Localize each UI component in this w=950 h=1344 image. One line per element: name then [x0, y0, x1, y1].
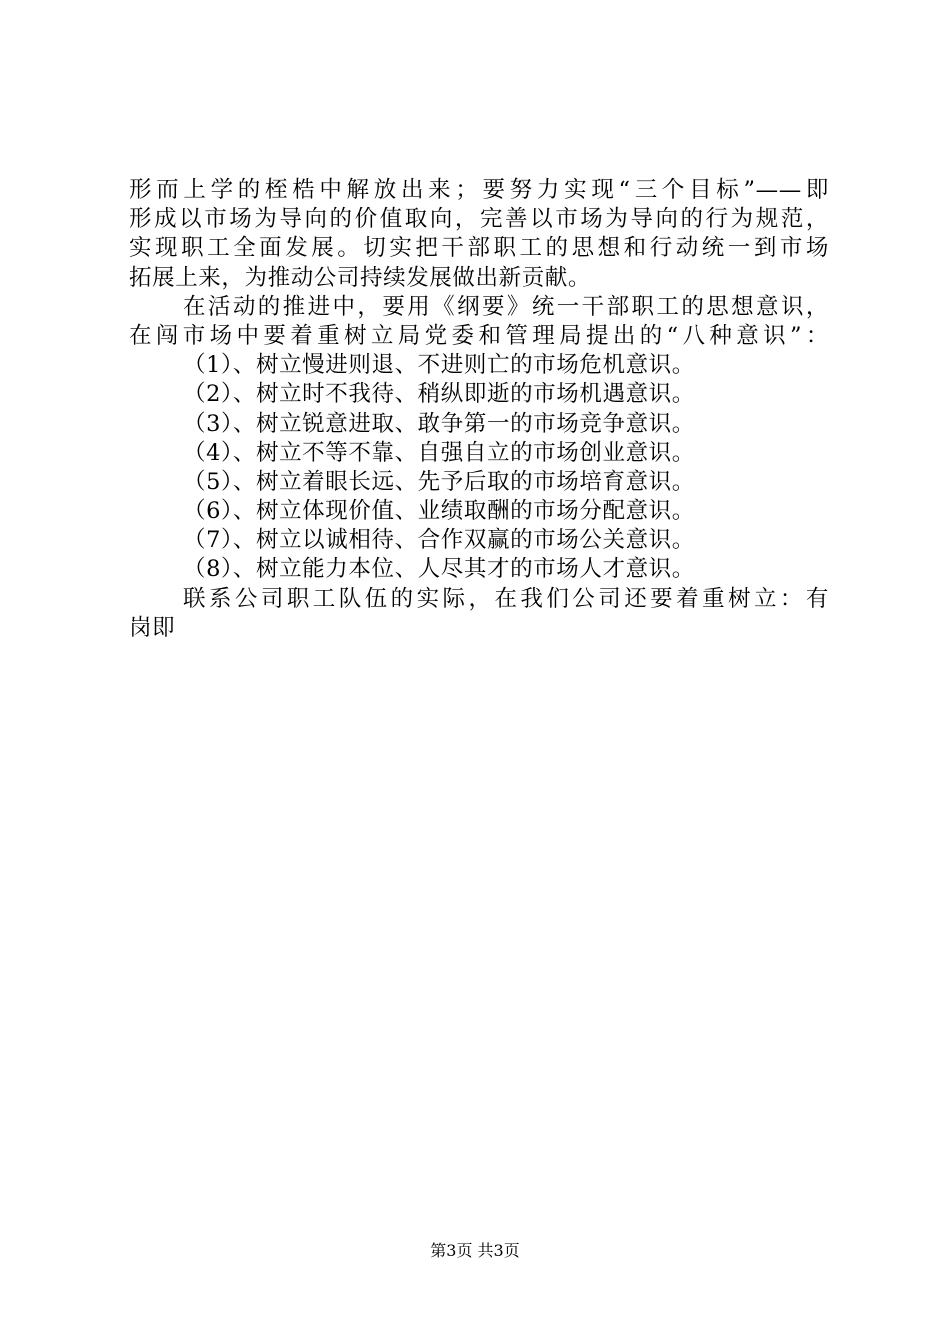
- text-line: 联系公司职工队伍的实际，在我们公司还要着重树立：有: [183, 585, 829, 612]
- list-item: （1）、树立慢进则退、不进则亡的市场危机意识。: [183, 352, 695, 379]
- text-line: 岗即: [129, 614, 176, 641]
- list-item: （2）、树立时不我待、稍纵即逝的市场机遇意识。: [183, 381, 695, 408]
- text-line: 形而上学的桎梏中解放出来；要努力实现“三个目标”——即: [129, 177, 829, 203]
- text-line: 在活动的推进中，要用《纲要》统一干部职工的思想意识，: [183, 293, 829, 320]
- page-number-label: 第3页 共3页: [430, 1241, 520, 1260]
- document-body: [129, 176, 829, 643]
- list-item: （3）、树立锐意进取、敢争第一的市场竞争意识。: [183, 410, 695, 437]
- list-item: （6）、树立体现价值、业绩取酬的市场分配意识。: [183, 498, 695, 525]
- text-line: 在闯市场中要着重树立局党委和管理局提出的“八种意识”：: [129, 322, 829, 349]
- list-item: （7）、树立以诚相待、合作双赢的市场公关意识。: [183, 527, 695, 554]
- list-item: （4）、树立不等不靠、自强自立的市场创业意识。: [183, 439, 695, 466]
- list-item: （5）、树立着眼长远、先予后取的市场培育意识。: [183, 468, 695, 495]
- list-item: （8）、树立能力本位、人尽其才的市场人才意识。: [183, 556, 695, 583]
- page-footer: [0, 1241, 950, 1261]
- text-line: 实现职工全面发展。切实把干部职工的思想和行动统一到市场: [129, 235, 829, 262]
- text-line: 形成以市场为导向的价值取向，完善以市场为导向的行为规范，: [129, 206, 829, 233]
- text-line: 拓展上来，为推动公司持续发展做出新贡献。: [129, 264, 592, 291]
